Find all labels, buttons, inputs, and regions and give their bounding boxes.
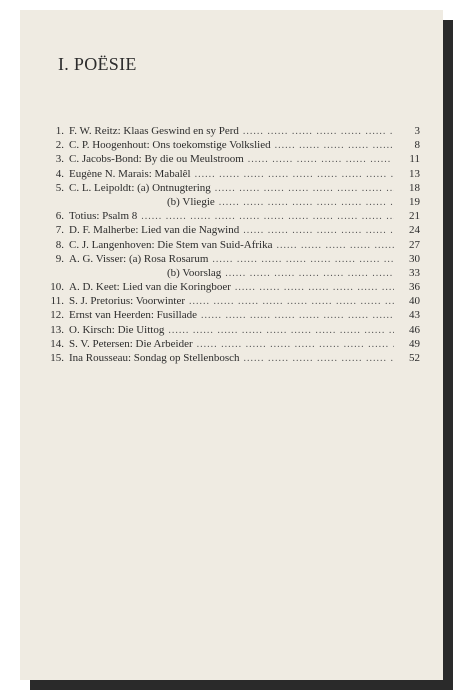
- dot-leader: [243, 352, 394, 366]
- dot-leader: [276, 239, 394, 253]
- toc-entry: [40, 351, 420, 365]
- entry-page-number: 49: [409, 337, 420, 350]
- entry-number: 10.: [50, 281, 64, 294]
- toc-entry: [40, 167, 420, 181]
- toc-entry: [40, 280, 420, 294]
- entry-number: 13.: [50, 323, 64, 336]
- entry-line: [69, 167, 420, 182]
- dot-leader: [235, 281, 394, 295]
- entry-line: [69, 308, 420, 323]
- toc-entry: [40, 337, 420, 351]
- entry-title: Eugène N. Marais: Mabalêl: [69, 167, 191, 180]
- entry-page-number: 18: [409, 181, 420, 194]
- entry-title: Totius: Psalm 8: [69, 210, 138, 223]
- toc-entry: [40, 138, 420, 152]
- entry-line: [69, 124, 420, 139]
- entry-line: [69, 223, 420, 238]
- toc-entry: [40, 238, 420, 252]
- entry-page-number: 52: [409, 352, 420, 364]
- dot-leader: [275, 139, 394, 153]
- entry-number: 7.: [55, 224, 64, 237]
- dot-leader: [243, 125, 394, 139]
- entry-line: [69, 337, 420, 352]
- entry-page-number: 46: [409, 323, 420, 336]
- toc-entry: [40, 294, 420, 308]
- entry-title: C. J. Langenhoven: Die Stem van Suid-Afrika: [69, 238, 273, 251]
- entry-line: [167, 266, 420, 281]
- entry-page-number: 27: [409, 238, 420, 251]
- entry-number: 11.: [50, 295, 64, 308]
- entry-number: 6.: [55, 210, 64, 223]
- entry-page-number: 36: [409, 281, 420, 294]
- entry-title: Ernst van Heerden: Fusillade: [69, 309, 197, 322]
- entry-number: 9.: [55, 252, 64, 265]
- entry-title: C. L. Leipoldt: (a) Ontnugtering: [69, 181, 211, 194]
- entry-title: S. J. Pretorius: Voorwinter: [69, 295, 186, 308]
- entry-title: F. W. Reitz: Klaas Geswind en sy Perd: [69, 125, 239, 137]
- entry-line: [69, 252, 420, 267]
- entry-number: 1.: [55, 125, 64, 137]
- entry-title: S. V. Petersen: Die Arbeider: [69, 337, 193, 350]
- entry-number: 8.: [55, 238, 64, 251]
- entry-page-number: 24: [409, 224, 420, 237]
- entry-line: [69, 181, 420, 196]
- dot-leader: [201, 309, 394, 323]
- entry-line: [69, 209, 420, 224]
- entry-title: C. Jacobs-Bond: By die ou Meulstroom: [69, 153, 244, 166]
- toc-entry: [40, 252, 420, 266]
- entry-line: [69, 138, 420, 153]
- entry-line: [69, 152, 420, 167]
- entry-number: 5.: [55, 181, 64, 194]
- entry-page-number: 21: [409, 210, 420, 223]
- toc-entry: [40, 223, 420, 237]
- dot-leader: [195, 168, 394, 182]
- entry-page-number: 33: [409, 266, 420, 279]
- entry-title: D. F. Malherbe: Lied van die Nagwind: [69, 224, 240, 237]
- entry-number: 3.: [55, 153, 64, 166]
- entry-title: (b) Voorslag: [167, 266, 222, 279]
- toc-entry: [40, 152, 420, 166]
- section-heading: I. POËSIE: [58, 54, 137, 74]
- dot-leader: [189, 295, 394, 309]
- entry-title: (b) Vliegie: [167, 195, 215, 208]
- entry-line: [69, 323, 420, 338]
- toc-entry: [40, 308, 420, 322]
- entry-page-number: 13: [409, 167, 420, 180]
- entry-title: A. D. Keet: Lied van die Koringboer: [69, 281, 231, 294]
- dot-leader: [248, 153, 394, 167]
- toc-entry: [40, 209, 420, 223]
- toc-entry: [40, 181, 420, 195]
- entry-line: [69, 351, 420, 366]
- entry-title: A. G. Visser: (a) Rosa Rosarum: [69, 252, 209, 265]
- entry-title: O. Kirsch: Die Uittog: [69, 323, 165, 336]
- entry-line: [167, 195, 420, 210]
- entry-number: 14.: [50, 337, 64, 350]
- entry-line: [69, 280, 420, 295]
- entry-title: Ina Rousseau: Sondag op Stellenbosch: [69, 352, 240, 364]
- entry-line: [69, 238, 420, 253]
- entry-number: 2.: [55, 139, 64, 152]
- entry-page-number: 3: [414, 125, 420, 137]
- entry-page-number: 43: [409, 309, 420, 322]
- dot-leader: [225, 267, 394, 281]
- entry-page-number: 11: [409, 153, 420, 166]
- entry-line: [69, 294, 420, 309]
- dot-leader: [215, 182, 394, 196]
- entry-page-number: 19: [409, 195, 420, 208]
- toc-entry: [40, 124, 420, 138]
- entry-page-number: 8: [414, 139, 420, 152]
- toc-entry: [40, 323, 420, 337]
- dot-leader: [168, 324, 394, 338]
- toc-entry: [40, 266, 420, 280]
- entry-number: 12.: [50, 309, 64, 322]
- document-page: [20, 10, 443, 680]
- dot-leader: [219, 196, 394, 210]
- entry-number: 15.: [50, 352, 64, 364]
- entry-number: 4.: [55, 167, 64, 180]
- entry-page-number: 30: [409, 252, 420, 265]
- dot-leader: [212, 253, 394, 267]
- entry-page-number: 40: [409, 295, 420, 308]
- dot-leader: [243, 224, 394, 238]
- entry-title: C. P. Hoogenhout: Ons toekomstige Volkslied: [69, 139, 271, 152]
- toc-entry: [40, 195, 420, 209]
- dot-leader: [141, 210, 394, 224]
- table-of-contents: [40, 124, 420, 365]
- dot-leader: [197, 338, 394, 352]
